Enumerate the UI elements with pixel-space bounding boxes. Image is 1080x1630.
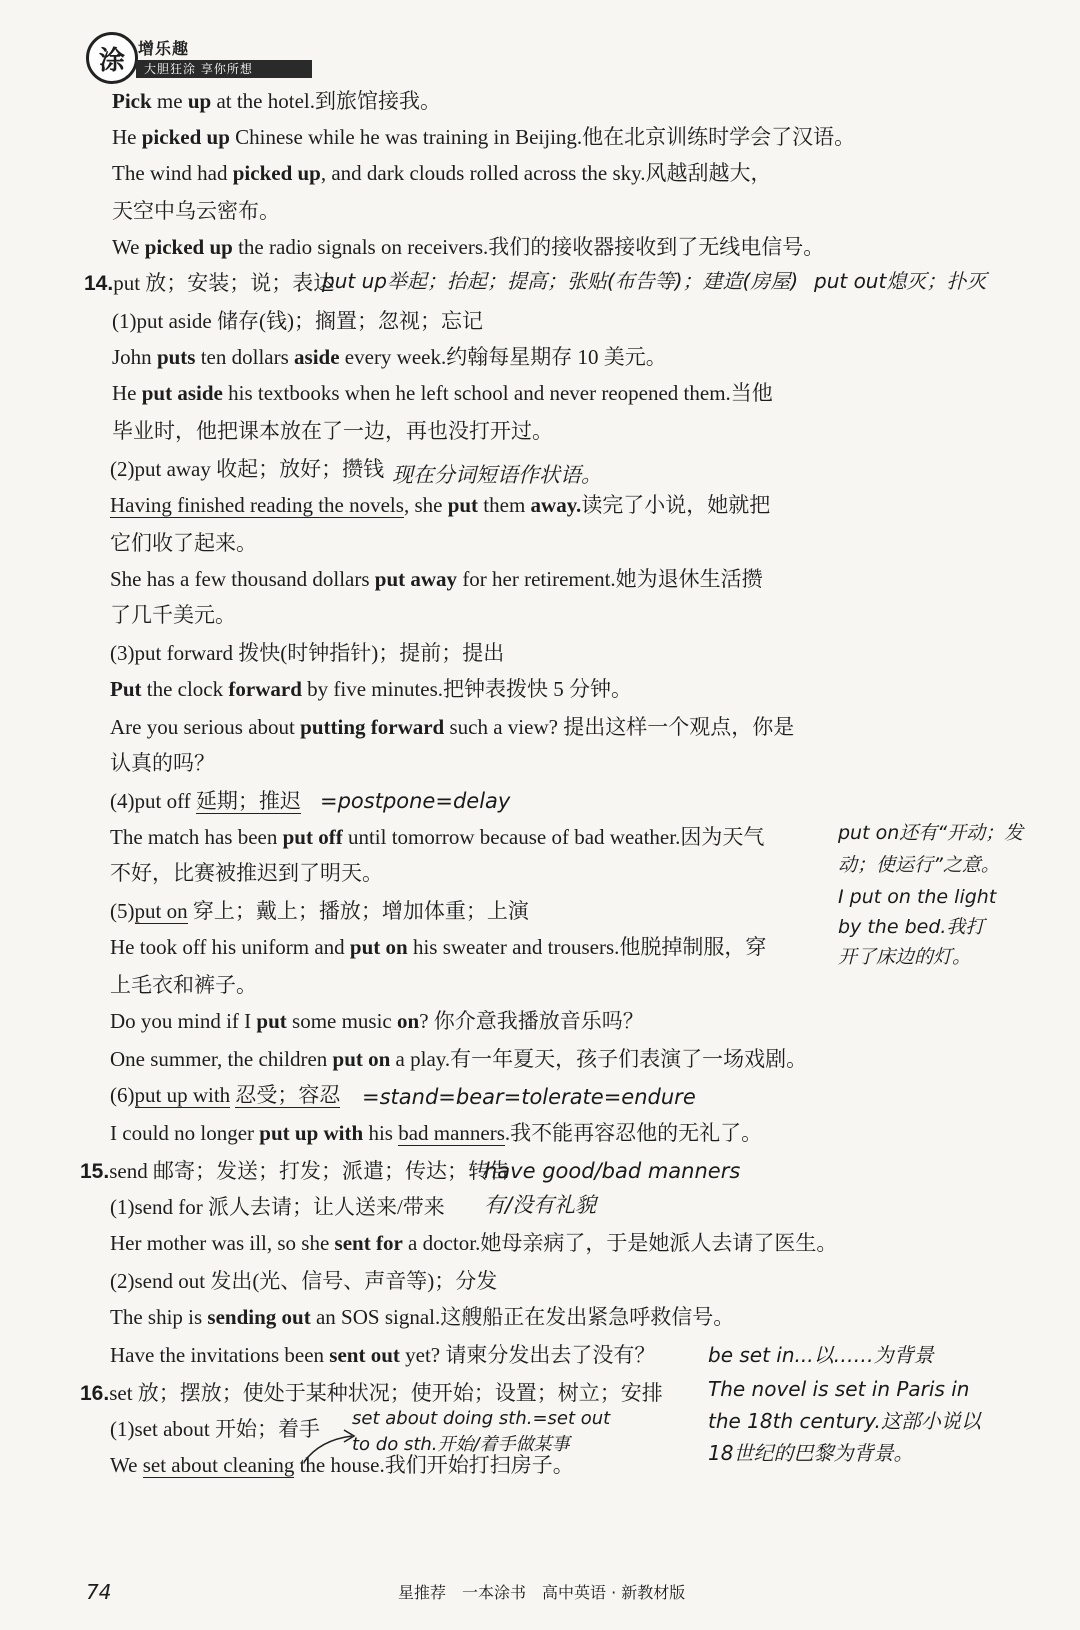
note-put-on-1: put on还有“开动；发 <box>838 822 1024 844</box>
text-line <box>110 896 529 926</box>
note-set-about-1: set about doing sth.=set out <box>352 1408 611 1429</box>
line-text: his <box>363 1121 399 1145</box>
bold-phrase: putting forward <box>300 715 445 739</box>
underlined-text: Having finished reading the novels <box>110 493 404 517</box>
line-text: 读完了小说，她就把 <box>581 493 771 517</box>
text-line <box>110 1192 445 1222</box>
note-manners-cn: 有/没有礼貌 <box>484 1193 597 1217</box>
bold-phrase: put away <box>374 567 458 591</box>
line-text: John <box>112 345 157 369</box>
text-line <box>110 1044 807 1074</box>
text-line <box>112 196 280 226</box>
text-line <box>110 858 383 888</box>
line-text: by five minutes.把钟表拨快 5 分钟。 <box>301 677 633 701</box>
bold-phrase: up <box>187 89 212 113</box>
line-text: 不好，比赛被推迟到了明天。 <box>110 861 383 885</box>
line-text: (4)put off <box>110 789 196 813</box>
line-text: He <box>112 125 142 149</box>
line-text: (1)put aside 储存(钱)；搁置；忽视；忘记 <box>112 309 483 333</box>
footer-text: 星推荐 一本涂书 高中英语 · 新教材版 <box>398 1583 686 1602</box>
line-text: send 邮寄；发送；打发；派遣；传达；转告 <box>109 1159 510 1183</box>
text-line <box>110 564 763 594</box>
line-text: them <box>478 493 531 517</box>
text-line <box>110 1228 837 1258</box>
bold-phrase: put off <box>282 825 343 849</box>
note-set-in-1: be set in...以……为背景 <box>708 1343 934 1367</box>
underlined-text: set about cleaning <box>142 1453 295 1477</box>
text-line <box>112 306 483 336</box>
bold-phrase: puts <box>156 345 196 369</box>
bold-phrase: put <box>256 1009 287 1033</box>
text-line <box>110 1080 340 1110</box>
line-text: an SOS signal.这艘船正在发出紧急呼救信号。 <box>310 1305 735 1329</box>
line-text: such a view? 提出这样一个观点，你是 <box>444 715 795 739</box>
text-line <box>112 378 773 408</box>
text-line <box>110 1414 320 1444</box>
line-text: (1)set about 开始；着手 <box>110 1417 320 1441</box>
line-text: .我不能再容忍他的无礼了。 <box>504 1121 763 1145</box>
text-line <box>110 786 301 816</box>
line-text: 穿上；戴上；播放；增加体重；上演 <box>187 899 529 923</box>
bold-phrase: picked up <box>232 161 321 185</box>
text-line <box>110 674 632 704</box>
line-text: a play.有一年夏天，孩子们表演了一场戏剧。 <box>390 1047 808 1071</box>
brand-name: 增乐趣 <box>138 39 190 58</box>
line-text: Chinese while he was training in Beijing.他在北京训练时学会了汉语。 <box>229 125 856 149</box>
text-line <box>112 158 772 188</box>
bold-phrase: sent for <box>334 1231 403 1255</box>
line-text: 它们收了起来。 <box>110 531 257 555</box>
line-text: ten dollars <box>195 345 295 369</box>
bold-phrase: put on <box>332 1047 391 1071</box>
line-text: He took off his uniform and <box>110 935 350 959</box>
brand-slogan: 大胆狂涂 享你所想 <box>136 60 312 78</box>
text-line <box>110 970 257 1000</box>
text-line <box>110 1118 762 1148</box>
note-stand: =stand=bear=tolerate=endure <box>362 1085 696 1109</box>
line-text: (6) <box>110 1083 135 1107</box>
line-text: 毕业时，他把课本放在了一边，再也没打开过。 <box>112 419 553 443</box>
line-text: the house.我们开始打扫房子。 <box>294 1453 574 1477</box>
note-set-about-2: to do sth.开始/着手做某事 <box>352 1434 570 1455</box>
underlined-text: put up with <box>134 1083 231 1107</box>
line-text: some music <box>286 1009 398 1033</box>
note-set-in-4: 18世纪的巴黎为背景。 <box>708 1441 914 1465</box>
bold-phrase: aside <box>294 345 340 369</box>
text-line <box>112 342 667 372</box>
text-line <box>110 932 766 962</box>
line-text: The wind had <box>112 161 233 185</box>
line-text: Do you mind if I <box>110 1009 257 1033</box>
line-text: 上毛衣和裤子。 <box>110 973 257 997</box>
bold-phrase: picked up <box>141 125 230 149</box>
text-line <box>112 122 855 152</box>
note-postpone: =postpone=delay <box>320 789 511 813</box>
text-line <box>110 1006 644 1036</box>
line-text: Have the invitations been <box>110 1343 330 1367</box>
text-line <box>110 454 384 484</box>
text-line <box>110 528 257 558</box>
underlined-text: put on <box>134 899 188 923</box>
bold-phrase: put on <box>349 935 408 959</box>
brand-logo <box>86 32 316 84</box>
note-put-on-2: 动；使运行”之意。 <box>838 854 1000 876</box>
line-text: The match has been <box>110 825 283 849</box>
line-text: (2)put away 收起；放好；攒钱 <box>110 457 385 481</box>
line-text: the radio signals on receivers.我们的接收器接收到了无线电信号。 <box>232 235 825 259</box>
line-text: (2)send out 发出(光、信号、声音等)；分发 <box>110 1269 498 1293</box>
text-line <box>110 712 794 742</box>
line-text: (3)put forward 拨快(时钟指针)；提前；提出 <box>110 641 505 665</box>
text-line <box>80 1156 510 1187</box>
text-line <box>110 1340 655 1370</box>
text-line <box>84 268 334 299</box>
line-text: at the hotel.到旅馆接我。 <box>211 89 441 113</box>
line-text: yet? 请柬分发出去了没有？ <box>399 1343 656 1367</box>
note-put-on-3: I put on the light <box>838 886 997 908</box>
line-text: every week.约翰每星期存 10 美元。 <box>339 345 667 369</box>
line-text: the clock <box>141 677 229 701</box>
note-put-out: put out熄灭；扑灭 <box>814 269 987 293</box>
line-text: I could no longer <box>110 1121 260 1145</box>
bold-phrase: put up with <box>259 1121 364 1145</box>
note-set-in-3: the 18th century.这部小说以 <box>708 1409 981 1433</box>
line-text: One summer, the children <box>110 1047 333 1071</box>
text-line <box>110 600 236 630</box>
text-line <box>110 490 770 520</box>
page-number: 74 <box>86 1580 112 1604</box>
text-line <box>110 1266 497 1296</box>
text-line <box>110 822 764 852</box>
bold-phrase: picked up <box>144 235 233 259</box>
line-text: set 放；摆放；使处于某种状况；使开始；设置；树立；安排 <box>109 1381 663 1405</box>
item-number: 14. <box>84 272 114 295</box>
line-text: for her retirement.她为退休生活攒 <box>457 567 763 591</box>
item-number: 15. <box>80 1160 110 1183</box>
line-text: 天空中乌云密布。 <box>112 199 280 223</box>
bold-phrase: put <box>447 493 479 517</box>
bold-phrase: Pick <box>112 89 152 113</box>
bold-phrase: on <box>397 1009 420 1033</box>
note-put-up: put up举起；抬起；提高；张贴(布告等)；建造(房屋) <box>322 269 799 293</box>
line-text: The ship is <box>110 1305 208 1329</box>
line-text: his sweater and trousers.他脱掉制服，穿 <box>407 935 767 959</box>
line-text: (5) <box>110 899 135 923</box>
logo-icon: 涂 <box>86 32 138 84</box>
note-set-in-2: The novel is set in Paris in <box>708 1377 970 1401</box>
note-put-on-4: by the bed.我打 <box>838 916 985 938</box>
bold-phrase: away. <box>530 493 582 517</box>
line-text: , and dark clouds rolled across the sky.风越刮越大， <box>320 161 772 185</box>
line-text: She has a few thousand dollars <box>110 567 375 591</box>
line-text: ? 你介意我播放音乐吗？ <box>419 1009 644 1033</box>
line-text: Are you serious about <box>110 715 301 739</box>
line-text: put 放；安装；说；表达 <box>113 271 335 295</box>
bold-phrase: Put <box>110 677 142 701</box>
text-line <box>112 232 824 262</box>
line-text: 认真的吗？ <box>110 751 215 775</box>
line-text: He <box>112 381 142 405</box>
bold-phrase: forward <box>228 677 302 701</box>
note-participle: 现在分词短语作状语。 <box>392 463 602 487</box>
line-text: his textbooks when he left school and never reopened them.当他 <box>222 381 773 405</box>
text-line <box>110 638 504 668</box>
text-line <box>110 1302 734 1332</box>
line-text: a doctor.她母亲病了，于是她派人去请了医生。 <box>402 1231 838 1255</box>
note-put-on-5: 开了床边的灯。 <box>838 946 972 968</box>
bold-phrase: put aside <box>141 381 223 405</box>
bold-phrase: sending out <box>207 1305 311 1329</box>
arrow-icon <box>300 1426 360 1466</box>
line-text: We <box>110 1453 143 1477</box>
text-line <box>112 416 553 446</box>
line-text: Her mother was ill, so she <box>110 1231 335 1255</box>
line-text: 了几千美元。 <box>110 603 236 627</box>
line-text: , she <box>403 493 448 517</box>
text-line <box>112 86 441 116</box>
line-text: until tomorrow because of bad weather.因为天气 <box>342 825 765 849</box>
underlined-text: bad manners <box>398 1121 505 1145</box>
bold-phrase: sent out <box>329 1343 400 1367</box>
underlined-text: 延期；推迟 <box>195 789 301 813</box>
line-text: me <box>151 89 188 113</box>
text-line <box>110 748 215 778</box>
line-text: (1)send for 派人去请；让人送来/带来 <box>110 1195 445 1219</box>
underlined-text: 忍受；容忍 <box>235 1083 341 1107</box>
note-manners: have good/bad manners <box>484 1159 741 1183</box>
line-text: We <box>112 235 145 259</box>
item-number: 16. <box>80 1382 110 1405</box>
